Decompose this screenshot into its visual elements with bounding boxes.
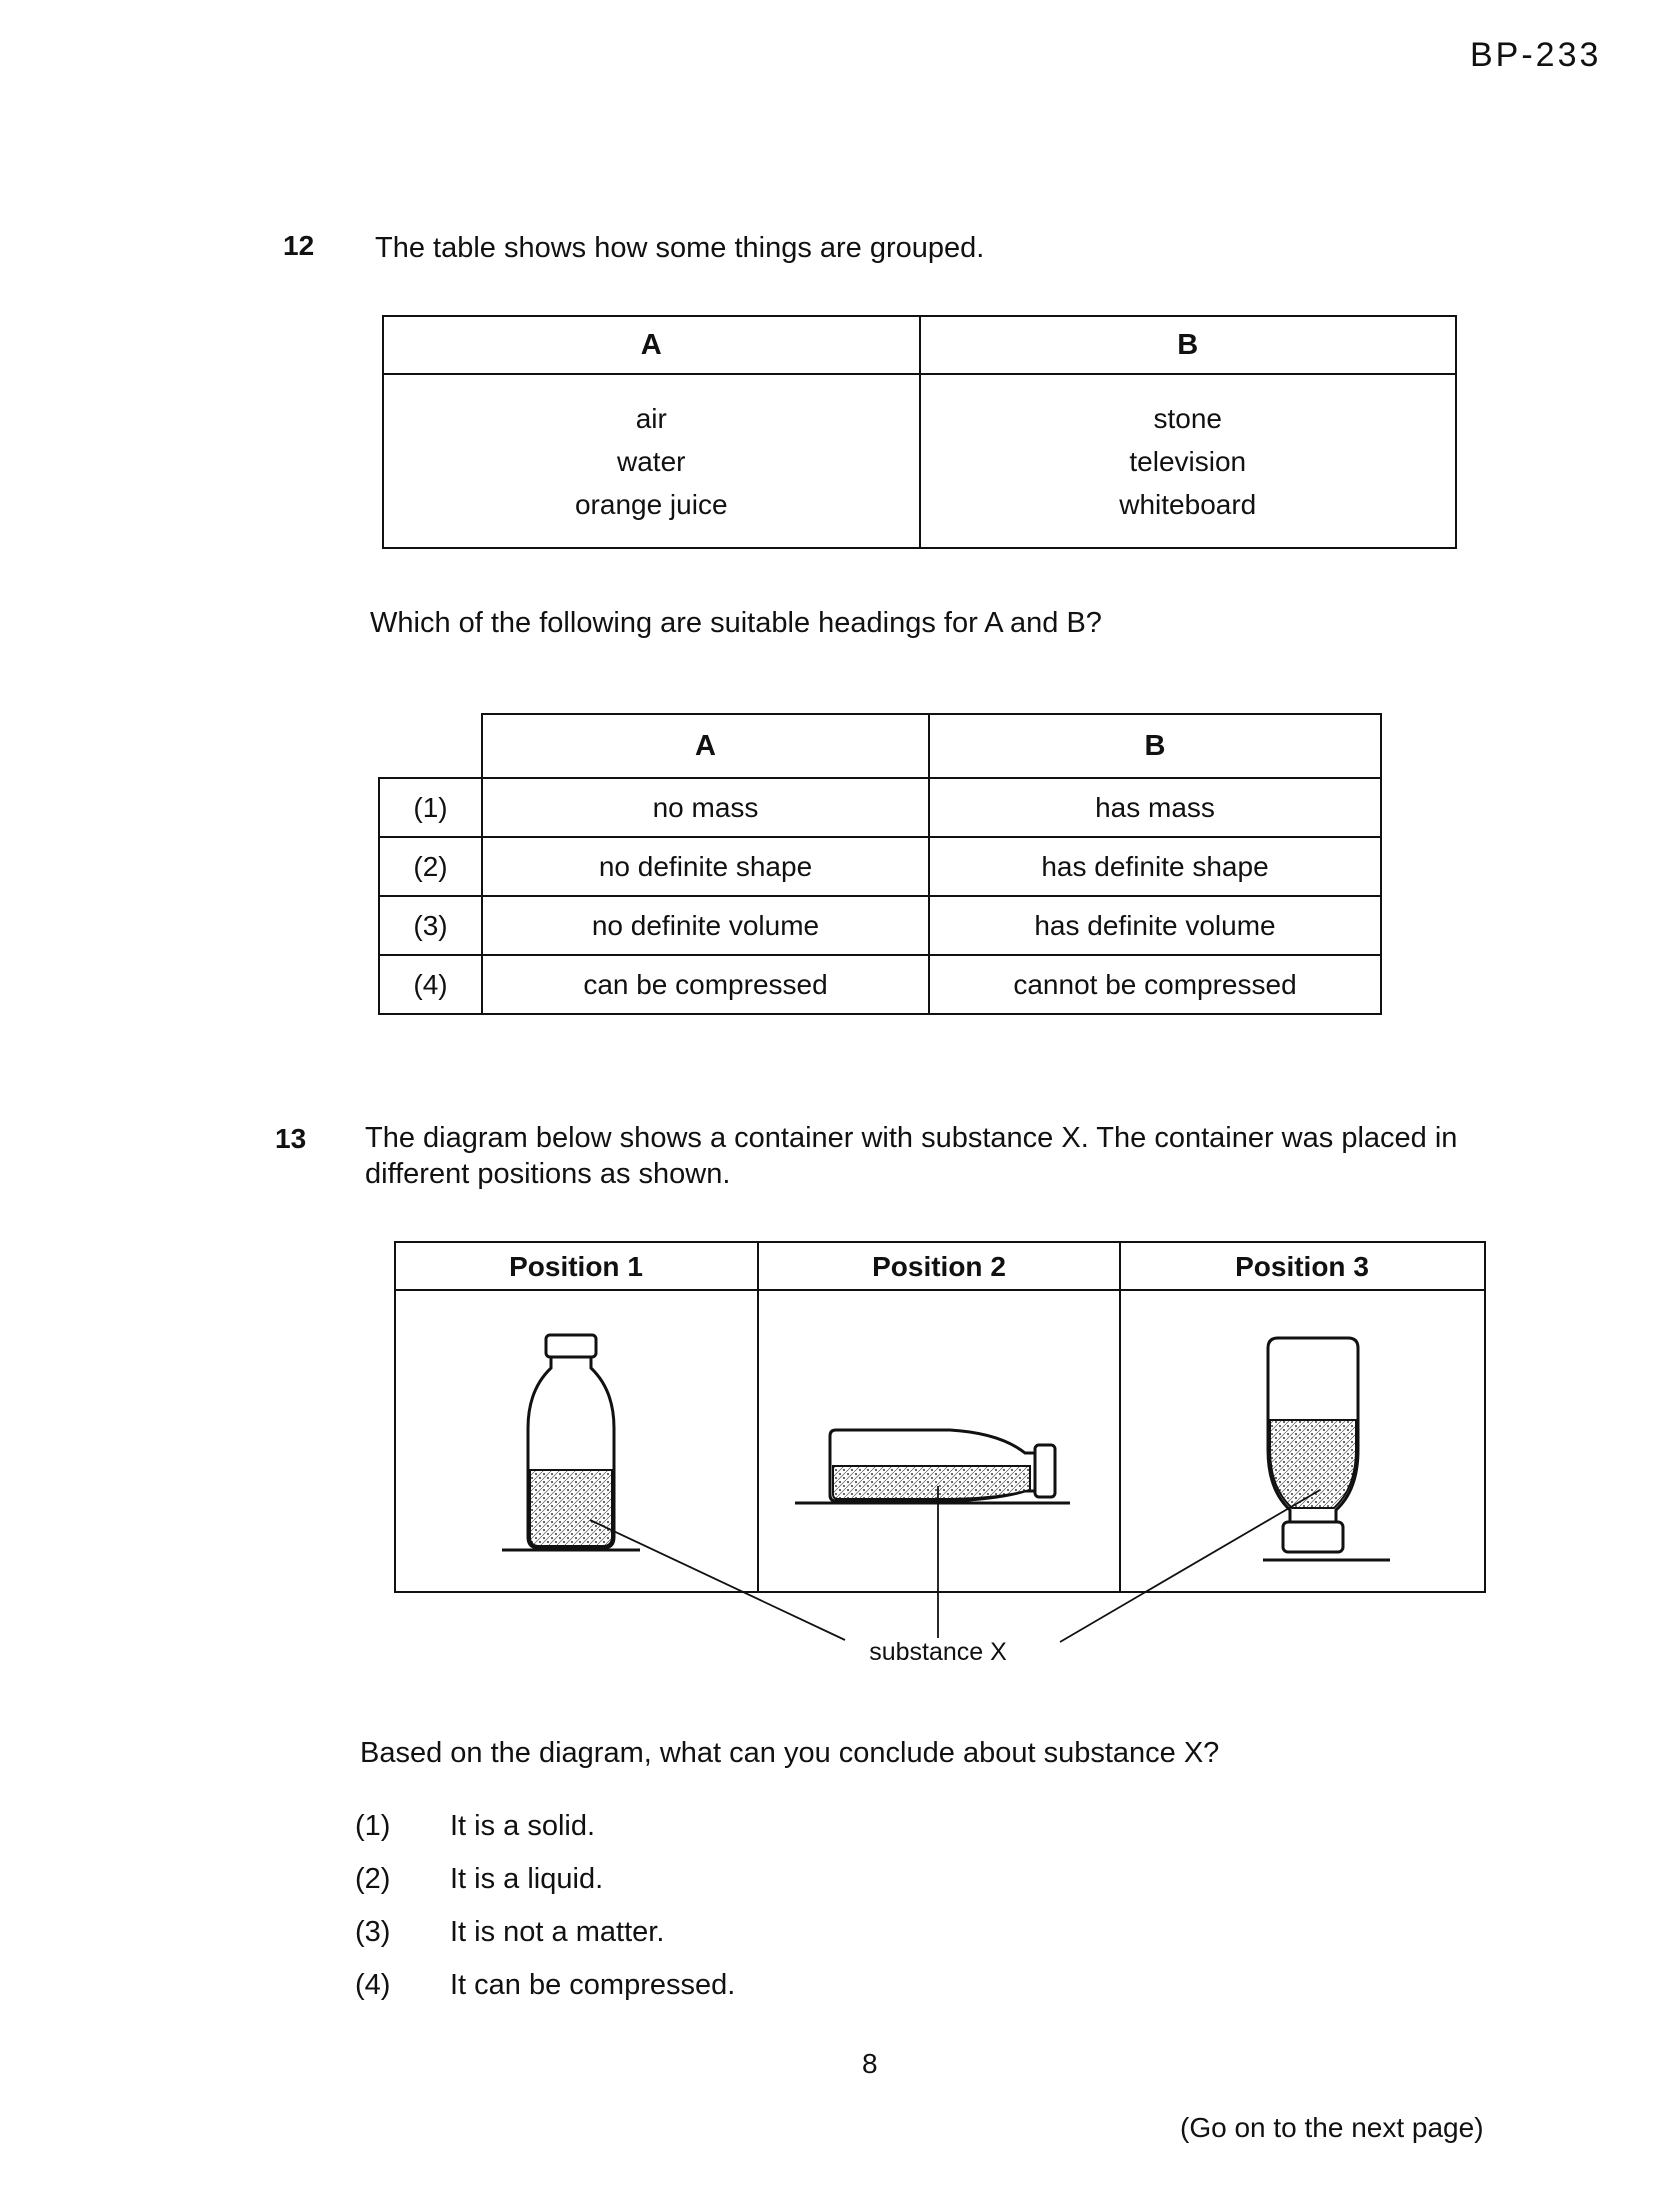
option-number: (4) [355, 1969, 391, 2001]
option-b-text: has definite volume [929, 896, 1381, 955]
group-a-item: water [617, 445, 686, 477]
question-13-prompt: Based on the diagram, what can you conclude about substance X? [360, 1737, 1220, 1769]
question-13-stem [365, 1120, 1505, 1192]
stem-line: The diagram below shows a container with substance X. The container was placed in [365, 1122, 1458, 1154]
question-12-number: 12 [283, 230, 315, 261]
option-a-text: no definite volume [482, 896, 929, 955]
option-a-text: no mass [482, 778, 929, 837]
option-row-4[interactable] [379, 955, 1381, 1014]
group-b-item: whiteboard [1119, 488, 1257, 520]
grouping-header-a: A [383, 316, 920, 374]
question-12-stem: The table shows how some things are grouped. [375, 232, 985, 264]
grouping-table [382, 315, 1457, 549]
option-text: It is a solid. [450, 1810, 596, 1842]
option-number: (1) [379, 778, 482, 837]
option-row-3[interactable] [379, 896, 1381, 955]
option-row-2[interactable] [379, 837, 1381, 896]
option-a-text: can be compressed [482, 955, 929, 1014]
position-3-label: Position 3 [1235, 1251, 1369, 1282]
position-1-label: Position 1 [509, 1251, 643, 1282]
answer-option-2[interactable] [355, 1863, 604, 1896]
options-table [378, 713, 1382, 1015]
stem-line: different positions as shown. [365, 1158, 731, 1190]
paper-code: BP-233 [1470, 36, 1602, 74]
question-13-number: 13 [275, 1123, 307, 1154]
option-number: (3) [355, 1916, 391, 1948]
option-number: (1) [355, 1810, 391, 1842]
answer-option-1[interactable] [355, 1810, 596, 1843]
option-b-text: cannot be compressed [929, 955, 1381, 1014]
grouping-header-b: B [920, 316, 1457, 374]
group-b-item: stone [1153, 402, 1222, 434]
substance-x-label: substance X [869, 1638, 1007, 1666]
option-number: (3) [379, 896, 482, 955]
group-a-item: air [635, 402, 667, 434]
bottle-upside-down [1263, 1338, 1390, 1560]
option-row-1[interactable] [379, 778, 1381, 837]
bottle-sideways [795, 1430, 1070, 1503]
option-b-text: has mass [929, 778, 1381, 837]
bottle-upright [502, 1335, 640, 1550]
container-positions-diagram [390, 1240, 1530, 1670]
grouping-col-a [383, 374, 920, 548]
option-number: (4) [379, 955, 482, 1014]
option-b-text: has definite shape [929, 837, 1381, 896]
options-header-blank [379, 714, 482, 778]
options-header-b: B [929, 714, 1381, 778]
position-2-label: Position 2 [872, 1251, 1006, 1282]
option-text: It is a liquid. [450, 1863, 604, 1895]
option-number: (2) [355, 1863, 391, 1895]
option-text: It is not a matter. [450, 1916, 665, 1948]
answer-option-3[interactable] [355, 1916, 665, 1949]
option-a-text: no definite shape [482, 837, 929, 896]
page-number: 8 [862, 2048, 878, 2079]
substance-x-pointers [590, 1486, 1320, 1642]
next-page-note: (Go on to the next page) [1180, 2112, 1484, 2143]
options-header-a: A [482, 714, 929, 778]
group-b-item: television [1129, 445, 1247, 477]
option-number: (2) [379, 837, 482, 896]
question-12-prompt: Which of the following are suitable headings for A and B? [370, 607, 1102, 639]
option-text: It can be compressed. [450, 1969, 736, 2001]
group-a-item: orange juice [574, 488, 728, 520]
grouping-col-b [920, 374, 1457, 548]
answer-option-4[interactable] [355, 1969, 736, 2002]
